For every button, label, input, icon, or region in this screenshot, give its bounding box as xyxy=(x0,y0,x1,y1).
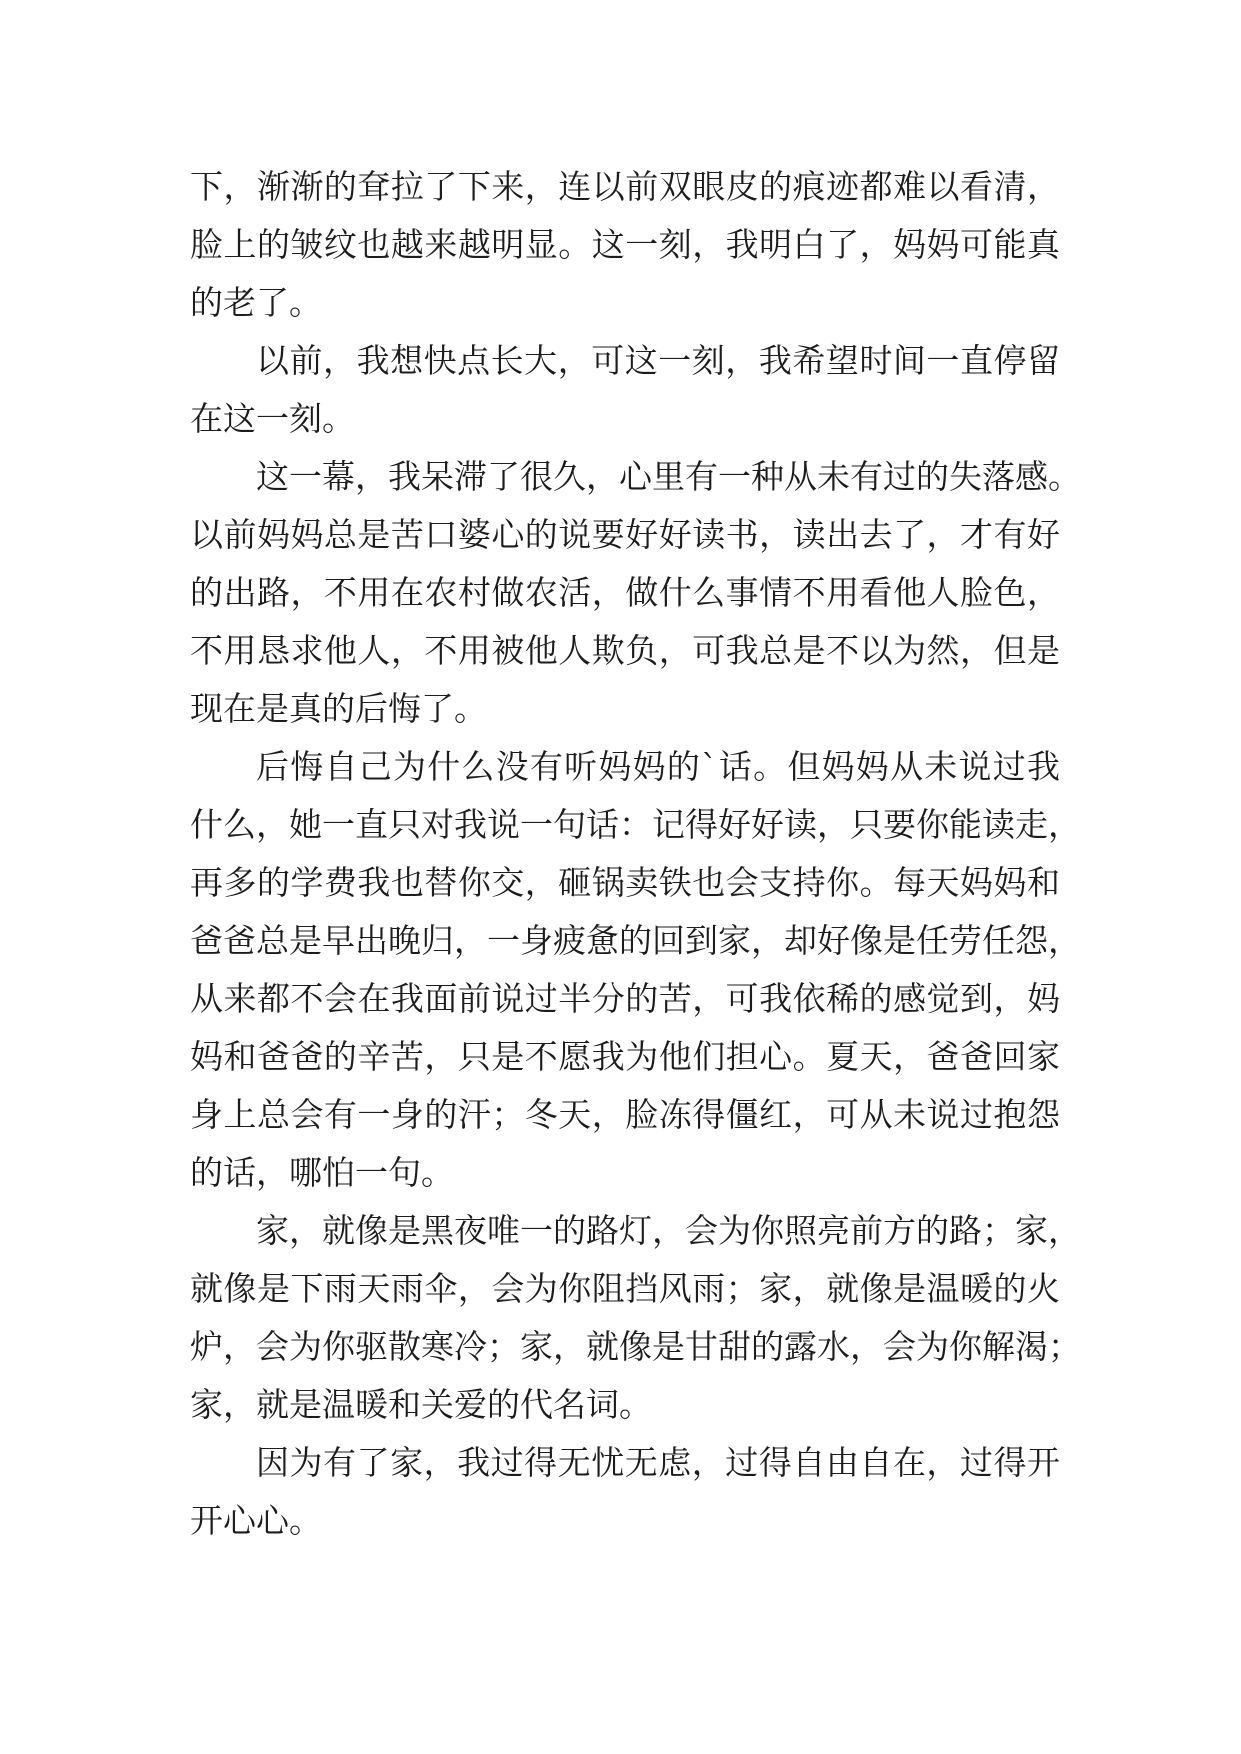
text-line: 就像是下雨天雨伞，会为你阻挡风雨；家，就像是温暖的火 xyxy=(190,1269,1060,1308)
text-line: 开心心。 xyxy=(190,1501,322,1540)
paragraph-first-line: 以前，我想快点长大，可这一刻，我希望时间一直停留 xyxy=(256,341,1060,380)
text-line: 家，就是温暖和关爱的代名词。 xyxy=(190,1385,652,1424)
text-line: 在这一刻。 xyxy=(190,399,355,438)
text-line: 的老了。 xyxy=(190,283,322,322)
text-line: 下，渐渐的耷拉了下来，连以前双眼皮的痕迹都难以看清， xyxy=(190,167,1060,206)
text-line: 再多的学费我也替你交，砸锅卖铁也会支持你。每天妈妈和 xyxy=(190,863,1060,902)
text-line: 什么，她一直只对我说一句话：记得好好读，只要你能读走， xyxy=(190,805,1081,844)
article-body xyxy=(190,158,1081,1550)
text-line: 脸上的皱纹也越来越明显。这一刻，我明白了，妈妈可能真 xyxy=(190,225,1060,264)
text-line: 炉，会为你驱散寒冷；家，就像是甘甜的露水，会为你解渴； xyxy=(190,1327,1081,1366)
paragraph-first-line: 这一幕，我呆滞了很久，心里有一种从未有过的失落感。 xyxy=(256,457,1081,496)
text-line: 妈和爸爸的辛苦，只是不愿我为他们担心。夏天，爸爸回家 xyxy=(190,1037,1060,1076)
text-line: 以前妈妈总是苦口婆心的说要好好读书，读出去了，才有好 xyxy=(190,515,1060,554)
paragraph-first-line: 家，就像是黑夜唯一的路灯，会为你照亮前方的路；家， xyxy=(256,1211,1081,1250)
text-line: 现在是真的后悔了。 xyxy=(190,689,487,728)
text-line: 从来都不会在我面前说过半分的苦，可我依稀的感觉到，妈 xyxy=(190,979,1060,1018)
text-line: 身上总会有一身的汗；冬天，脸冻得僵红，可从未说过抱怨 xyxy=(190,1095,1060,1134)
text-line: 的话，哪怕一句。 xyxy=(190,1153,454,1192)
text-line: 爸爸总是早出晚归，一身疲惫的回到家，却好像是任劳任怨， xyxy=(190,921,1081,960)
text-line: 不用恳求他人，不用被他人欺负，可我总是不以为然，但是 xyxy=(190,631,1060,670)
paragraph-first-line: 后悔自己为什么没有听妈妈的`话。但妈妈从未说过我 xyxy=(256,747,1060,786)
paragraph-first-line: 因为有了家，我过得无忧无虑，过得自由自在，过得开 xyxy=(256,1443,1060,1482)
text-line: 的出路，不用在农村做农活，做什么事情不用看他人脸色， xyxy=(190,573,1060,612)
